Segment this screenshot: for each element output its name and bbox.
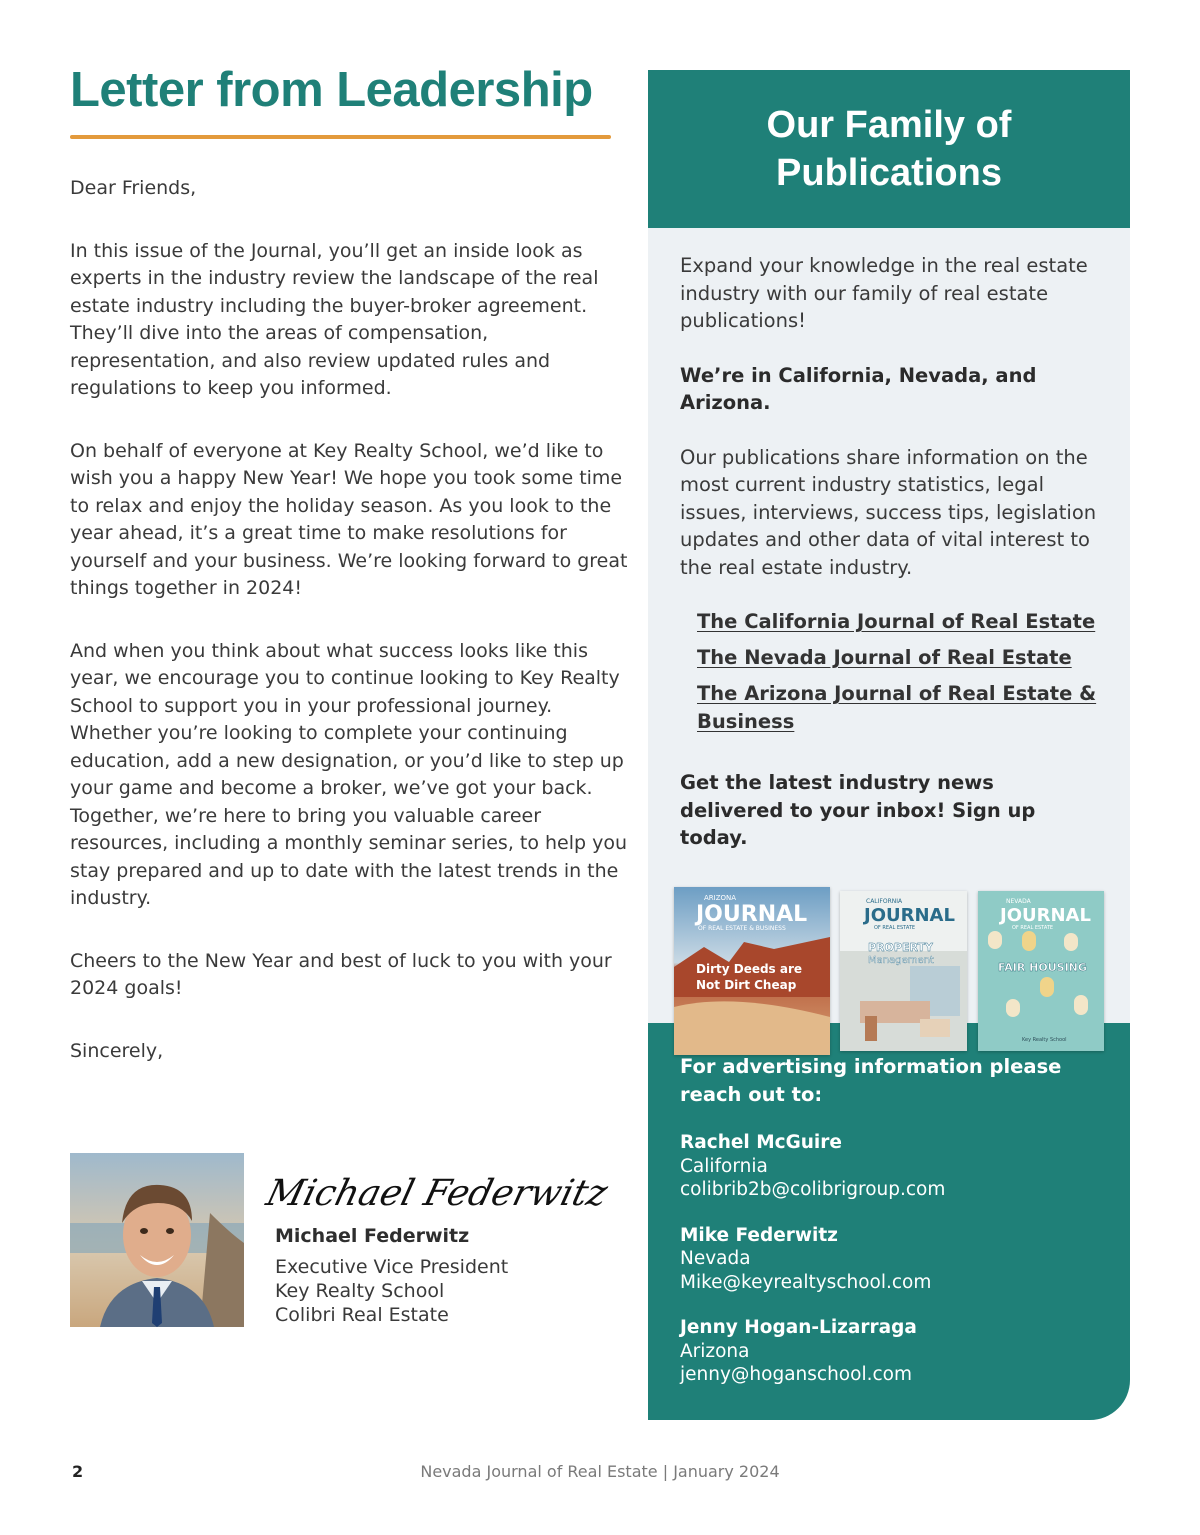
cover-california-headline-1: PROPERTY: [868, 940, 933, 954]
signer-company: Key Realty School: [275, 1280, 445, 1302]
signup-prompt: Get the latest industry news delivered to your inbox! Sign up today.: [680, 771, 1036, 849]
cover-california[interactable]: [840, 891, 967, 1051]
cover-nevada-state: NEVADA: [1006, 897, 1031, 905]
letter-column: [70, 60, 630, 1065]
signer-titles: [275, 1255, 615, 1327]
cover-nevada-subtitle: OF REAL ESTATE: [1012, 924, 1054, 931]
contact-california: [680, 1131, 1098, 1202]
contact-email[interactable]: colibrib2b@colibrigroup.com: [680, 1179, 946, 1200]
cover-arizona-headline-1: Dirty Deeds are: [696, 961, 803, 976]
contact-region: Arizona: [680, 1340, 750, 1362]
signer-title: Executive Vice President: [275, 1256, 509, 1278]
contact-name: Mike Federwitz: [680, 1224, 838, 1246]
cover-arizona-headline-2: Not Dirt Cheap: [696, 977, 797, 992]
cover-arizona-masthead: JOURNAL: [696, 901, 808, 927]
letter-paragraph-4: Cheers to the New Year and best of luck to you with your 2024 goals!: [70, 949, 612, 1000]
avatar: [70, 1153, 244, 1327]
letter-paragraph-2: On behalf of everyone at Key Realty School, we’d like to wish you a happy New Year! We hope you took some time to relax and enjoy the holiday season. As you look to the year ahead, it’s a great time to make resolutions for yourself and your business. We’re looking forward to great things together in 2024!: [70, 439, 628, 600]
sidebar-intro: Expand your knowledge in the real estate industry with our family of real estate publications!: [680, 254, 1088, 332]
magazine-covers: [674, 879, 1098, 1059]
contact-nevada: [680, 1224, 1098, 1295]
contact-name: Rachel McGuire: [680, 1132, 842, 1153]
link-california-journal[interactable]: The California Journal of Real Estate: [697, 610, 1096, 633]
advertising-contacts: [648, 1023, 1130, 1420]
sidebar-description: Our publications share information on the most current industry statistics, legal issues, interviews, success tips, legislation updates and other data of vital interest to the real estate industry.: [680, 445, 1097, 579]
cover-california-state: CALIFORNIA: [866, 897, 903, 905]
cover-nevada-brand: Key Realty School: [1022, 1036, 1067, 1043]
ads-lead: For advertising information please reach out to:: [680, 1055, 1062, 1106]
sidebar-heading: [648, 70, 1130, 228]
sidebar-heading-line2: Publications: [776, 152, 1002, 194]
page-number: 2: [72, 1462, 84, 1481]
contact-arizona: [680, 1316, 1098, 1387]
signature-text: Michael Federwitz: [262, 1171, 612, 1214]
link-arizona-journal[interactable]: The Arizona Journal of Real Estate & Business: [697, 682, 1097, 733]
contact-email[interactable]: jenny@hoganschool.com: [680, 1364, 912, 1385]
signer-details: [262, 1163, 615, 1327]
letter-paragraph-1: In this issue of the Journal, you’ll get an inside look as experts in the industry review the landscape of the real estate industry including the buyer-broker agreement. They’ll dive into the areas of compensation, representation, and also review updated rules and regulations to keep you informed.: [70, 239, 599, 400]
sidebar-states: We’re in California, Nevada, and Arizona.: [680, 363, 1037, 414]
cover-nevada-headline: FAIR HOUSING: [998, 960, 1087, 974]
publications-sidebar: [648, 70, 1130, 1420]
handwritten-signature: [262, 1163, 612, 1221]
cover-arizona-state: ARIZONA: [704, 893, 737, 902]
letter-body: [70, 175, 630, 1065]
cover-california-headline-2: Management: [868, 954, 934, 966]
title-underline: [70, 135, 611, 139]
cover-california-subtitle: OF REAL ESTATE: [874, 924, 916, 931]
sidebar-heading-line1: Our Family of: [766, 104, 1012, 146]
cover-arizona-subtitle: OF REAL ESTATE & BUSINESS: [698, 924, 786, 932]
cover-nevada-masthead: JOURNAL: [1000, 904, 1091, 926]
cover-nevada[interactable]: [978, 891, 1104, 1051]
publication-links: [697, 608, 1098, 735]
contact-name: Jenny Hogan-Lizarraga: [680, 1317, 917, 1338]
contact-region: Nevada: [680, 1248, 751, 1269]
portrait-photo: [70, 1153, 244, 1327]
letter-greeting: Dear Friends,: [70, 177, 197, 200]
sidebar-body: [648, 228, 1130, 1043]
link-nevada-journal[interactable]: The Nevada Journal of Real Estate: [697, 646, 1072, 669]
cover-california-masthead: JOURNAL: [864, 904, 955, 926]
contact-email[interactable]: Mike@keyrealtyschool.com: [680, 1271, 932, 1293]
letter-paragraph-3: And when you think about what success looks like this year, we encourage you to continue looking to Key Realty School to support you in your professional journey. Whether you’re looking to complete your continuing education, add a new designation, or you’d like to step up your game and become a broker, we’ve got your back. Together, we’re here to bring you valuable career resources, including a monthly seminar series, to help you stay prepared and up to date with the latest trends in the industry.: [70, 639, 628, 910]
footer-publication: Nevada Journal of Real Estate | January 2024: [420, 1462, 780, 1481]
cover-arizona[interactable]: [674, 887, 830, 1055]
signature-block: [70, 1153, 630, 1333]
page-footer: [0, 1462, 1200, 1486]
signer-name: Michael Federwitz: [275, 1225, 470, 1247]
page-title: Letter from Leadership: [70, 63, 593, 117]
letter-closing: Sincerely,: [70, 1039, 164, 1062]
signer-org: Colibri Real Estate: [275, 1304, 449, 1326]
contact-region: California: [680, 1155, 768, 1177]
